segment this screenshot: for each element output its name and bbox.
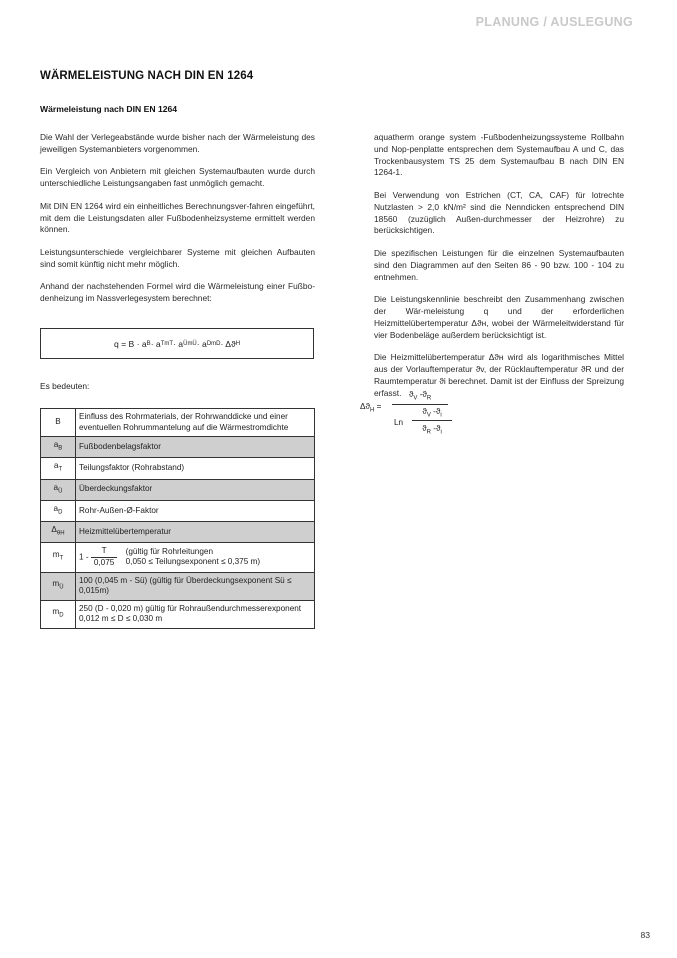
table-row — [41, 543, 315, 572]
right-column — [374, 132, 624, 410]
paragraph: Mit DIN EN 1264 wird ein einheitliches Berechnungsver-fahren eingeführt, mit dem die Leistungsdaten aller Fußbodenheizsysteme ermittelt werden können. — [40, 200, 315, 235]
table-description: Heizmittelübertemperatur — [76, 522, 315, 543]
table-symbol — [41, 458, 76, 479]
page-title: WÄRMELEISTUNG NACH DIN EN 1264 — [40, 70, 254, 82]
symbol-base: a — [53, 482, 59, 492]
formula-exp: mD — [211, 340, 221, 347]
table-row — [41, 409, 315, 437]
symbol-sub: Ü — [58, 488, 63, 495]
log-mean-formula — [360, 388, 470, 440]
table-row — [41, 458, 315, 479]
table-symbol: B — [41, 409, 76, 437]
note-line: 0,050 ≤ Teilungsexponent ≤ 0,375 m) — [125, 557, 261, 567]
formula-q: q — [113, 338, 119, 349]
symbol-base: a — [53, 503, 59, 513]
symbol-sub: D — [58, 509, 63, 516]
iden-theta: ϑ — [422, 424, 427, 433]
formula-sub: H — [235, 340, 241, 347]
fraction-numerator: T — [91, 546, 118, 558]
table-symbol — [41, 500, 76, 521]
symbol-sub: B — [58, 445, 63, 452]
table-symbol — [41, 543, 76, 572]
formula-numerator — [392, 390, 448, 405]
formula-part: · a — [150, 338, 161, 349]
symbol-base: m — [52, 607, 60, 617]
symbol-sub: θH — [56, 530, 65, 537]
paragraph: Leistungsunterschiede vergleichbarer Systeme mit gleichen Aufbauten sind somit künftig nicht mehr möglich. — [40, 246, 315, 269]
inum-mid: -ϑ — [430, 407, 441, 416]
table-description: Überdeckungsfaktor — [76, 479, 315, 500]
table-description: Rohr-Außen-Ø-Faktor — [76, 500, 315, 521]
paragraph: Ein Vergleich von Anbietern mit gleichen Systemaufbauten wurde durch unterschiedliche Leistungsangaben fast unmöglich gemacht. — [40, 166, 315, 189]
formula-sub: T — [160, 340, 165, 347]
table-symbol — [41, 437, 76, 458]
num-theta: ϑ — [408, 390, 414, 399]
symbol-sub: Ü — [59, 584, 64, 591]
paragraph: Die Leistungskennlinie beschreibt den Zusammenhang zwischen der Wär-meleistung q und der erforderlichen Heizmittelübertemperatur Δϑн, wobei der Wärmeleitwiderstand für vier Bodenbeläge außerdem berücksichtigt ist. — [374, 294, 624, 340]
formula-exp: mT — [164, 340, 174, 347]
table-row — [41, 600, 315, 628]
symbol-base: Δ — [51, 525, 57, 535]
symbol-sub: T — [59, 555, 64, 562]
symbol-base: a — [53, 440, 59, 450]
table-description: Einfluss des Rohrmaterials, der Rohrwanddicke und einer eventuellen Rohrummantelung auf die Wärmestromdichte — [76, 409, 315, 437]
inner-numerator — [412, 407, 452, 421]
formula-sub: Ü — [183, 340, 188, 347]
inum-sub: i — [440, 412, 442, 419]
heat-output-formula — [40, 328, 314, 359]
formula-lhs — [360, 402, 381, 414]
table-row — [41, 437, 315, 458]
iden-sub: i — [440, 429, 442, 436]
exponent-fraction — [91, 546, 118, 568]
inum-sub: V — [426, 412, 431, 419]
paragraph: Die Heizmittelübertemperatur Δϑн wird als logarithmisches Mittel aus der Vorlauftemperatur ϑv, der Rücklauftemperatur ϑR und der Raumtemperatur ϑi berechnet. Damit ist der Einfluss der Spreizung erfasst. — [374, 352, 624, 398]
formula-part: = B · a — [121, 338, 147, 349]
legend-intro: Es bedeuten: — [40, 381, 90, 391]
exponent-prefix: 1 - — [79, 552, 89, 562]
table-description: Teilungsfaktor (Rohrabstand) — [76, 458, 315, 479]
formula-part: · a — [196, 338, 207, 349]
lhs-sub: H — [369, 407, 375, 414]
symbol-base: m — [52, 550, 60, 560]
table-symbol — [41, 522, 76, 543]
table-symbol — [41, 479, 76, 500]
table-row — [41, 479, 315, 500]
formula-ln: Ln — [394, 418, 404, 427]
num-sub: R — [426, 395, 432, 402]
table-description — [76, 543, 315, 572]
table-description: 250 (D - 0,020 m) gültig für Rohraußendurchmesserexponent 0,012 m ≤ D ≤ 0,030 m — [76, 600, 315, 628]
variables-table — [40, 408, 315, 629]
exponent-note — [126, 547, 260, 568]
paragraph: Die spezifischen Leistungen für die einzelnen Systemaufbauten sind den Diagrammen auf den Seiten 86 - 90 bzw. 100 - 104 zu entnehmen. — [374, 247, 624, 282]
num-mid: -ϑ — [417, 390, 427, 399]
page-subtitle: Wärmeleistung nach DIN EN 1264 — [40, 104, 178, 114]
lhs-base: Δϑ — [360, 402, 370, 411]
table-description: Fußbodenbelagsfaktor — [76, 437, 315, 458]
paragraph: aquatherm orange system -Fußbodenheizungssysteme Rollbahn und Nop-penplatte entsprechen dem Systemaufbau A und C, das Trockenbausystem TS 25 dem Systemaufbau B nach DIN EN 1264-1. — [374, 132, 624, 178]
table-row — [41, 522, 315, 543]
iden-sub: R — [426, 429, 431, 436]
symbol-sub: T — [58, 467, 63, 474]
lhs-eq: = — [376, 402, 382, 411]
formula-part: · a — [173, 338, 184, 349]
table-symbol — [41, 600, 76, 628]
paragraph: Bei Verwendung von Estrichen (CT, CA, CAF) für lotrechte Nutzlasten > 2,0 kN/m² sind die Nenndicken entsprechend DIN 18560 (zuzüglich Außen-durchmesser der Heizrohre) zu berücksichtigen. — [374, 189, 624, 236]
table-description: 100 (0,045 m - Sü) (gültig für Überdeckungsexponent Sü ≤ 0,015m) — [76, 572, 315, 600]
symbol-sub: D — [59, 612, 64, 619]
formula-sub: B — [146, 340, 151, 347]
formula-part: · Δϑ — [220, 338, 236, 349]
iden-mid: -ϑ — [431, 424, 441, 433]
formula-exp: mÜ — [187, 340, 197, 347]
left-column — [40, 132, 315, 316]
formula-sub: D — [206, 340, 212, 347]
symbol-base: a — [53, 461, 59, 471]
paragraph: Anhand der nachstehenden Formel wird die Wärmeleistung einer Fußbo-denheizung im Nassverlegesystem berechnet: — [40, 281, 315, 304]
table-row — [41, 500, 315, 521]
note-line: (gültig für Rohrleitungen — [125, 546, 214, 556]
table-row — [41, 572, 315, 600]
num-sub: V — [413, 395, 418, 402]
inum-theta: ϑ — [422, 407, 427, 416]
symbol-base: m — [52, 579, 60, 589]
inner-denominator — [412, 424, 452, 436]
fraction-denominator: 0,075 — [93, 557, 115, 567]
table-symbol — [41, 572, 76, 600]
page-number: 83 — [640, 930, 650, 940]
section-header: PLANUNG / AUSLEGUNG — [475, 15, 633, 29]
paragraph: Die Wahl der Verlegeabstände wurde bisher nach der Wärmeleistung des jeweiligen Systemanbieters vorgenommen. — [40, 132, 315, 154]
